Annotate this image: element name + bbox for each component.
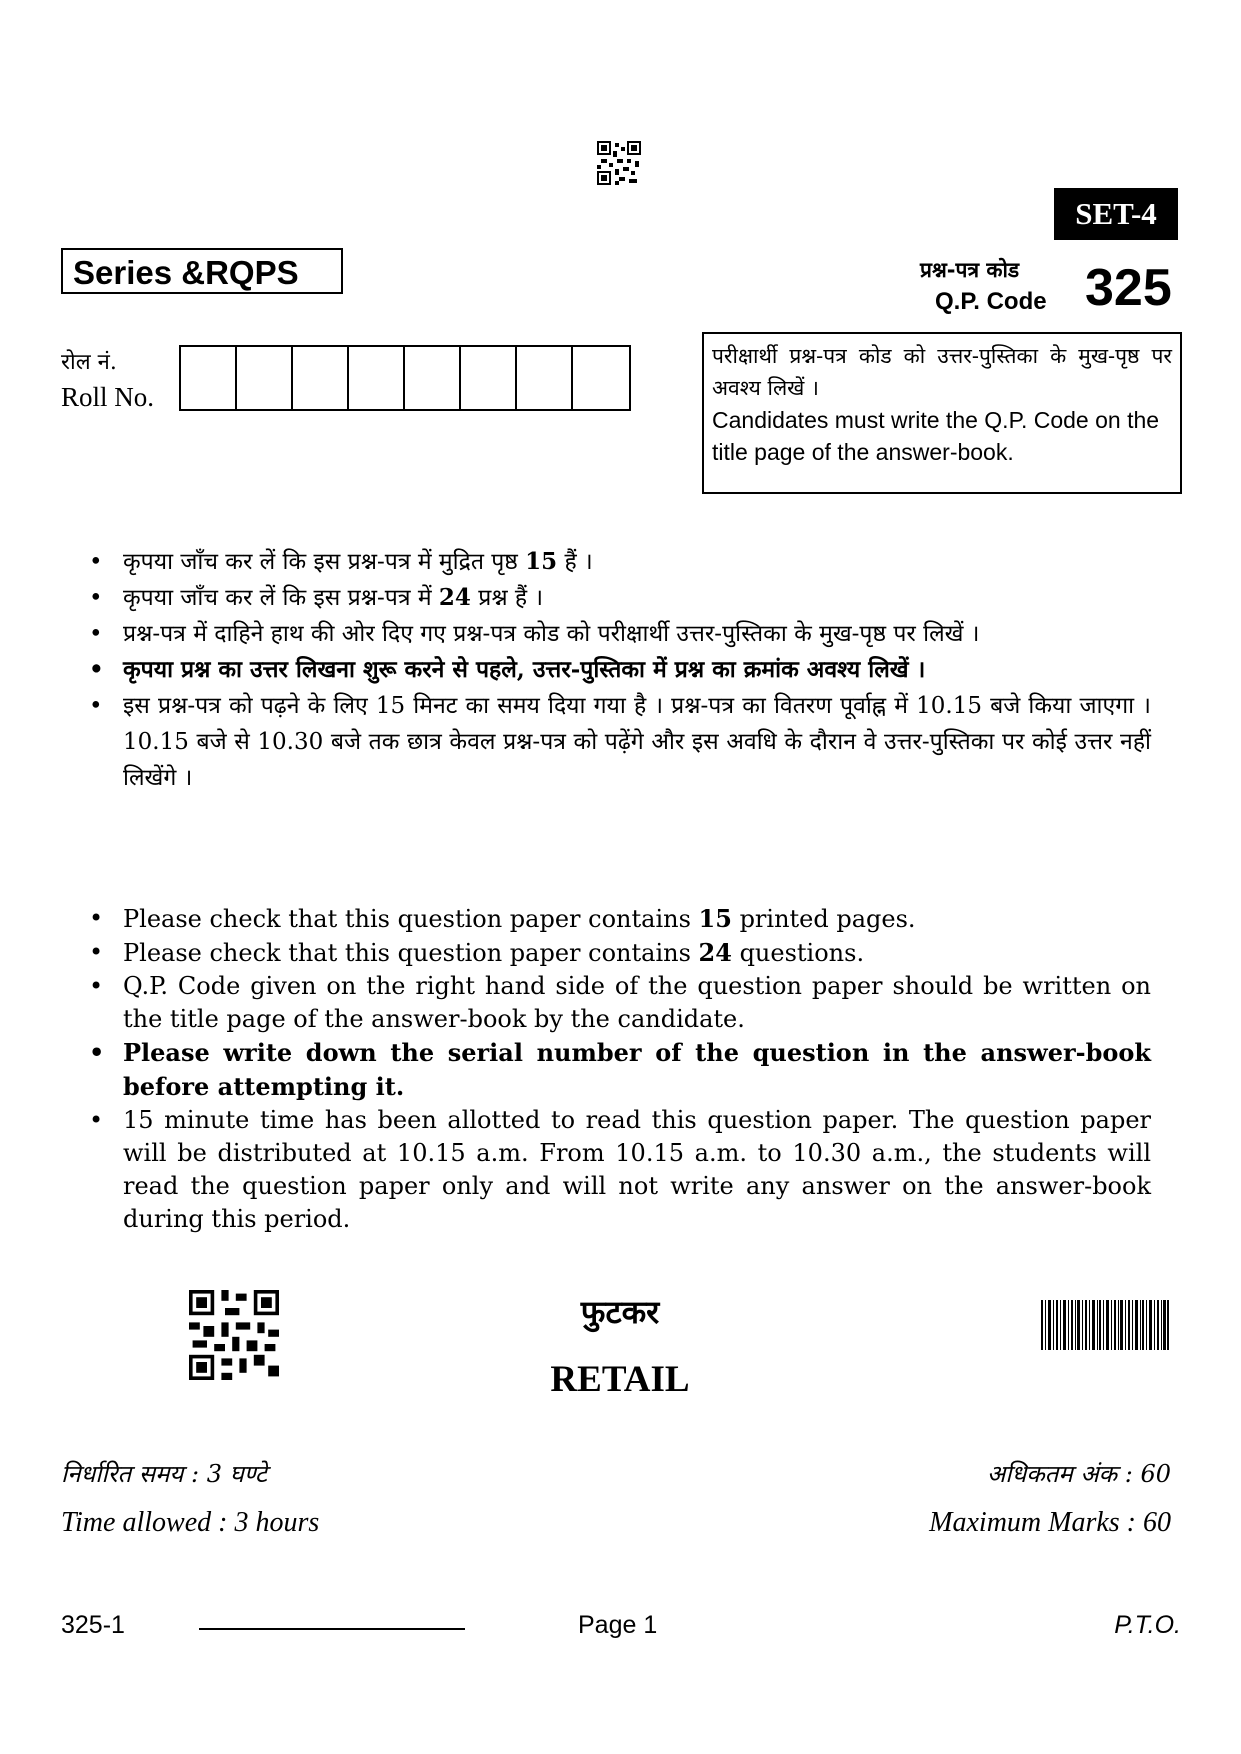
max-marks: Maximum Marks : 60	[929, 1507, 1171, 1538]
roll-number-boxes[interactable]	[179, 345, 631, 411]
pto-label: P.T.O.	[1114, 1611, 1181, 1639]
roll-label: Roll No.	[61, 382, 155, 412]
notice-hindi: परीक्षार्थी प्रश्न-पत्र कोड को उत्तर-पुस्तिका के मुख-पृष्ठ पर अवश्य लिखें ।	[712, 344, 1172, 400]
roll-digit-box[interactable]	[405, 347, 461, 409]
instruction-item: • Please check that this question paper contains 15 printed pages.	[89, 904, 916, 933]
series-label: Series &RQPS	[61, 248, 343, 294]
instruction-item: • Please write down the serial number of the question in the answer-book before attempting it.	[89, 1038, 1151, 1101]
barcode-icon	[1041, 1300, 1169, 1350]
instruction-item: • कृपया प्रश्न का उत्तर लिखना शुरू करने से पहले, उत्तर-पुस्तिका में प्रश्न का क्रमांक अवश्य लिखें ।	[89, 656, 926, 683]
notice-english: Candidates must write the Q.P. Code on the title page of the answer-book.	[712, 407, 1160, 465]
page-number: Page 1	[578, 1611, 658, 1639]
subject-title-hindi: फुटकर	[580, 1293, 660, 1331]
instructions-english	[61, 902, 1151, 1236]
set-badge: SET-4	[1054, 188, 1178, 240]
roll-digit-box[interactable]	[293, 347, 349, 409]
subject-title: RETAIL	[550, 1359, 690, 1400]
instruction-item: • Please check that this question paper contains 24 questions.	[89, 938, 865, 967]
roll-digit-box[interactable]	[461, 347, 517, 409]
time-allowed-hindi: निर्धारित समय : 3 घण्टे	[61, 1460, 268, 1488]
qr-code-icon	[597, 141, 641, 185]
qp-code-notice-box	[702, 332, 1182, 494]
instructions-hindi	[61, 544, 1151, 796]
roll-digit-box[interactable]	[181, 347, 237, 409]
footer-code: 325-1	[61, 1611, 125, 1639]
qp-code-label-hindi: प्रश्न-पत्र कोड	[920, 258, 1020, 282]
instruction-item: • 15 minute time has been allotted to read this question paper. The question paper will be distributed at 10.15 a.m. From 10.15 a.m. to 10.30 a.m., the students will read the question paper only and will not write any answer on the answer-book during this period.	[89, 1106, 1151, 1233]
roll-digit-box[interactable]	[237, 347, 293, 409]
instruction-item: • कृपया जाँच कर लें कि इस प्रश्न-पत्र में 24 प्रश्न हैं ।	[89, 584, 544, 611]
instruction-item: • प्रश्न-पत्र में दाहिने हाथ की ओर दिए गए प्रश्न-पत्र कोड को परीक्षार्थी उत्तर-पुस्तिका के मुख-पृष्ठ पर लिखें ।	[89, 621, 980, 647]
max-marks-hindi: अधिकतम अंक : 60	[986, 1460, 1171, 1488]
qr-code-icon	[189, 1290, 279, 1380]
instruction-item: • इस प्रश्न-पत्र को पढ़ने के लिए 15 मिनट का समय दिया गया है । प्रश्न-पत्र का वितरण पूर्वाह्न में 10.15 बजे किया जाएगा । 10.15 बजे से 10.30 बजे तक छात्र केवल प्रश्न-पत्र को पढ़ेंगे और इस अवधि के दौरान वे उत्तर-पुस्तिका पर कोई उत्तर नहीं लिखेंगे ।	[89, 693, 1151, 791]
instruction-item: • कृपया जाँच कर लें कि इस प्रश्न-पत्र में मुद्रित पृष्ठ 15 हैं ।	[89, 548, 593, 575]
footer-divider	[199, 1628, 465, 1630]
roll-digit-box[interactable]	[517, 347, 573, 409]
instruction-item: • Q.P. Code given on the right hand side of the question paper should be written on the title page of the answer-book by the candidate.	[89, 972, 1151, 1033]
qp-code-number: 325	[1085, 259, 1172, 317]
time-allowed: Time allowed : 3 hours	[61, 1507, 320, 1538]
roll-label-hindi: रोल नं.	[61, 350, 117, 375]
qp-code-label: Q.P. Code	[935, 288, 1047, 315]
roll-digit-box[interactable]	[349, 347, 405, 409]
roll-digit-box[interactable]	[573, 347, 629, 409]
